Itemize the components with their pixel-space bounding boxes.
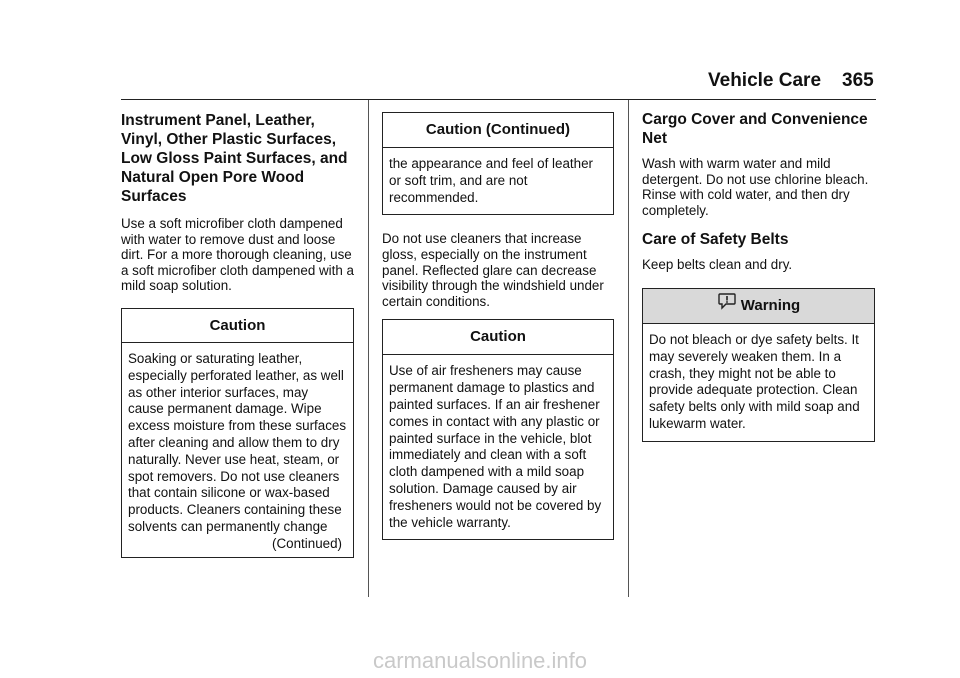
section-title: Vehicle Care bbox=[708, 70, 822, 91]
caution-box-leather bbox=[121, 308, 354, 558]
column-2 bbox=[382, 108, 614, 540]
caution-box-air-freshener bbox=[382, 319, 614, 540]
warning-title: Warning bbox=[740, 296, 801, 314]
instrument-panel-paragraph: Use a soft microfiber cloth dampened with water to remove dust and loose dirt. For a more thorough cleaning, use a soft microfiber cloth dampened with a mild soap solution. bbox=[121, 216, 354, 294]
caution-box-continued bbox=[382, 112, 614, 215]
caution-title: Caution bbox=[383, 320, 613, 355]
cargo-cover-paragraph: Wash with warm water and mild detergent. Do not use chlorine bleach. Rinse with cold water, and then dry completely. bbox=[642, 156, 869, 218]
safety-belts-heading: Care of Safety Belts bbox=[642, 231, 789, 249]
warning-header bbox=[643, 289, 874, 324]
header-divider bbox=[121, 99, 876, 100]
warning-text: Do not bleach or dye safety belts. It may severely weaken them. In a crash, they might not be able to provide adequate protection. Clean safety belts only with mild soap and lukewarm water. bbox=[649, 331, 860, 431]
page-number: 365 bbox=[842, 70, 874, 91]
column-divider-1 bbox=[368, 100, 369, 597]
column-divider-2 bbox=[628, 100, 629, 597]
warning-box bbox=[642, 288, 875, 442]
caution-continued-title: Caution (Continued) bbox=[383, 113, 613, 148]
warning-icon bbox=[717, 289, 737, 323]
continued-label: (Continued) bbox=[272, 535, 342, 551]
column-3 bbox=[642, 108, 875, 442]
gloss-cleaner-paragraph: Do not use cleaners that increase gloss, especially on the instrument panel. Reflected glare can decrease visibility through the windshield under certain conditions. bbox=[382, 231, 604, 309]
caution-continued-text: the appearance and feel of leather or soft trim, and are not recommended. bbox=[389, 156, 593, 205]
caution-leather-text: Soaking or saturating leather, especially perforated leather, as well as other interior surfaces, may cause permanent damage. Wipe excess moisture from these surfaces after cleaning and allow them to dry naturally. Never use heat, steam, or spot removers. Do not use cleaners that contain silicone or wax-based products. Cleaners containing these solvents can permanently change bbox=[128, 350, 347, 534]
column-1 bbox=[121, 108, 359, 558]
watermark: carmanualsonline.info bbox=[372, 648, 588, 673]
safety-belts-paragraph: Keep belts clean and dry. bbox=[642, 257, 793, 273]
caution-air-freshener-text: Use of air fresheners may cause permanent damage to plastics and painted surfaces. If an air freshener comes in contact with any plastic or painted surface in the vehicle, blot immediately and clean with a soft cloth dampened with a mild soap solution. Damage caused by air fresheners would not be covered by the vehicle warranty. bbox=[389, 363, 602, 530]
instrument-panel-heading: Instrument Panel, Leather, Vinyl, Other Plastic Surfaces, Low Gloss Paint Surfaces, and Natural Open Pore Wood Surfaces bbox=[121, 112, 348, 205]
caution-title: Caution bbox=[122, 309, 353, 343]
caution-leather-body bbox=[122, 343, 353, 557]
cargo-cover-heading: Cargo Cover and Convenience Net bbox=[642, 111, 868, 147]
